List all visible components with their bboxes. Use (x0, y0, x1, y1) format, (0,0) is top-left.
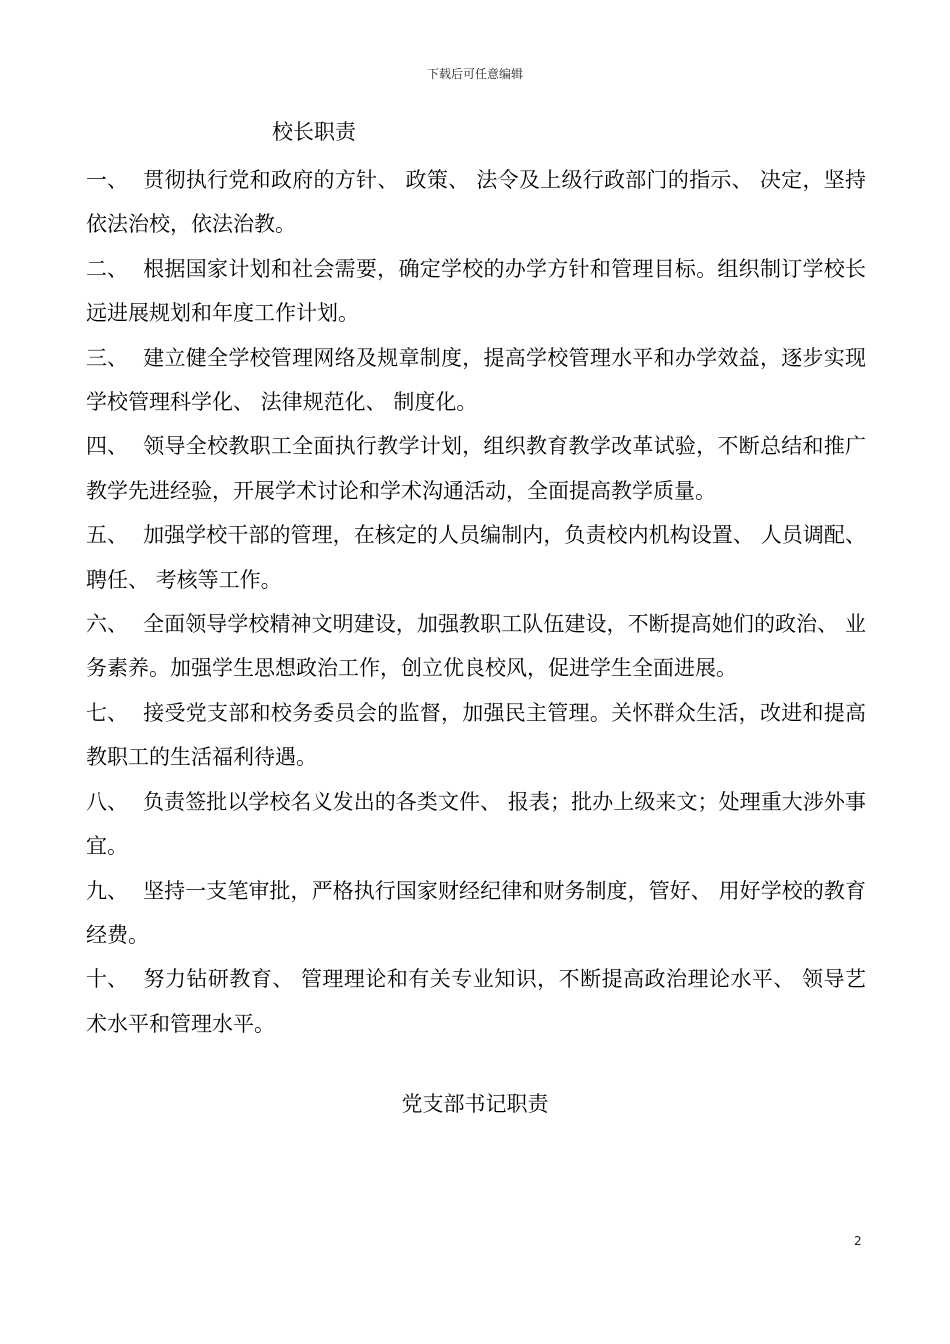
page-header-note: 下载后可任意编辑 (426, 67, 523, 81)
duty-text: 根据国家计划和社会需要，确定学校的办学方针和管理目标。组织制订学校长远进展规划和年度工作计划。 (86, 256, 866, 326)
duty-text: 贯彻执行党和政府的方针、 政策、 法令及上级行政部门的指示、 决定，坚持依法治校，依法治教。 (86, 168, 866, 237)
duty-number: 八、 (86, 789, 128, 814)
duty-item-2 (86, 247, 866, 336)
principal-duties-list (86, 158, 866, 1046)
duty-item-9 (86, 869, 866, 958)
duty-number: 七、 (86, 700, 128, 725)
duty-text: 负责签批以学校名义发出的各类文件、 报表；批办上级来文；处理重大涉外事宜。 (86, 789, 866, 859)
duty-item-8 (86, 780, 866, 869)
duty-text: 接受党支部和校务委员会的监督，加强民主管理。关怀群众生活，改进和提高教职工的生活福利待遇。 (86, 700, 866, 770)
party-secretary-duties-title: 党支部书记职责 (401, 1092, 549, 1116)
duty-number: 四、 (86, 434, 128, 459)
duty-number: 六、 (86, 612, 128, 637)
duty-item-6 (86, 602, 866, 691)
duty-item-7 (86, 691, 866, 780)
principal-duties-title: 校长职责 (272, 120, 356, 144)
duty-text: 领导全校教职工全面执行教学计划，组织教育教学改革试验，不断总结和推广教学先进经验，开展学术讨论和学术沟通活动，全面提高教学质量。 (86, 434, 866, 503)
duty-number: 十、 (86, 967, 128, 992)
duty-number: 二、 (86, 256, 128, 281)
duty-item-5 (86, 513, 866, 602)
duty-item-10 (86, 957, 866, 1046)
duty-text: 加强学校干部的管理，在核定的人员编制内，负责校内机构设置、 人员调配、 聘任、 考核等工作。 (86, 523, 866, 592)
duty-number: 九、 (86, 878, 128, 903)
duty-text: 建立健全学校管理网络及规章制度，提高学校管理水平和办学效益，逐步实现学校管理科学化、 法律规范化、 制度化。 (86, 345, 866, 415)
duty-item-1 (86, 158, 866, 247)
duty-number: 一、 (86, 168, 128, 192)
duty-item-3 (86, 336, 866, 425)
duty-number: 三、 (86, 345, 128, 370)
duty-text: 努力钻研教育、 管理理论和有关专业知识，不断提高政治理论水平、 领导艺术水平和管理水平。 (86, 967, 866, 1036)
duty-number: 五、 (86, 523, 128, 548)
duty-text: 全面领导学校精神文明建设，加强教职工队伍建设，不断提高她们的政治、 业务素养。加强学生思想政治工作，创立优良校风，促进学生全面进展。 (86, 612, 866, 681)
duty-item-4 (86, 424, 866, 513)
duty-text: 坚持一支笔审批，严格执行国家财经纪律和财务制度，管好、 用好学校的教育经费。 (86, 878, 866, 947)
page-number: 2 (854, 1234, 862, 1248)
